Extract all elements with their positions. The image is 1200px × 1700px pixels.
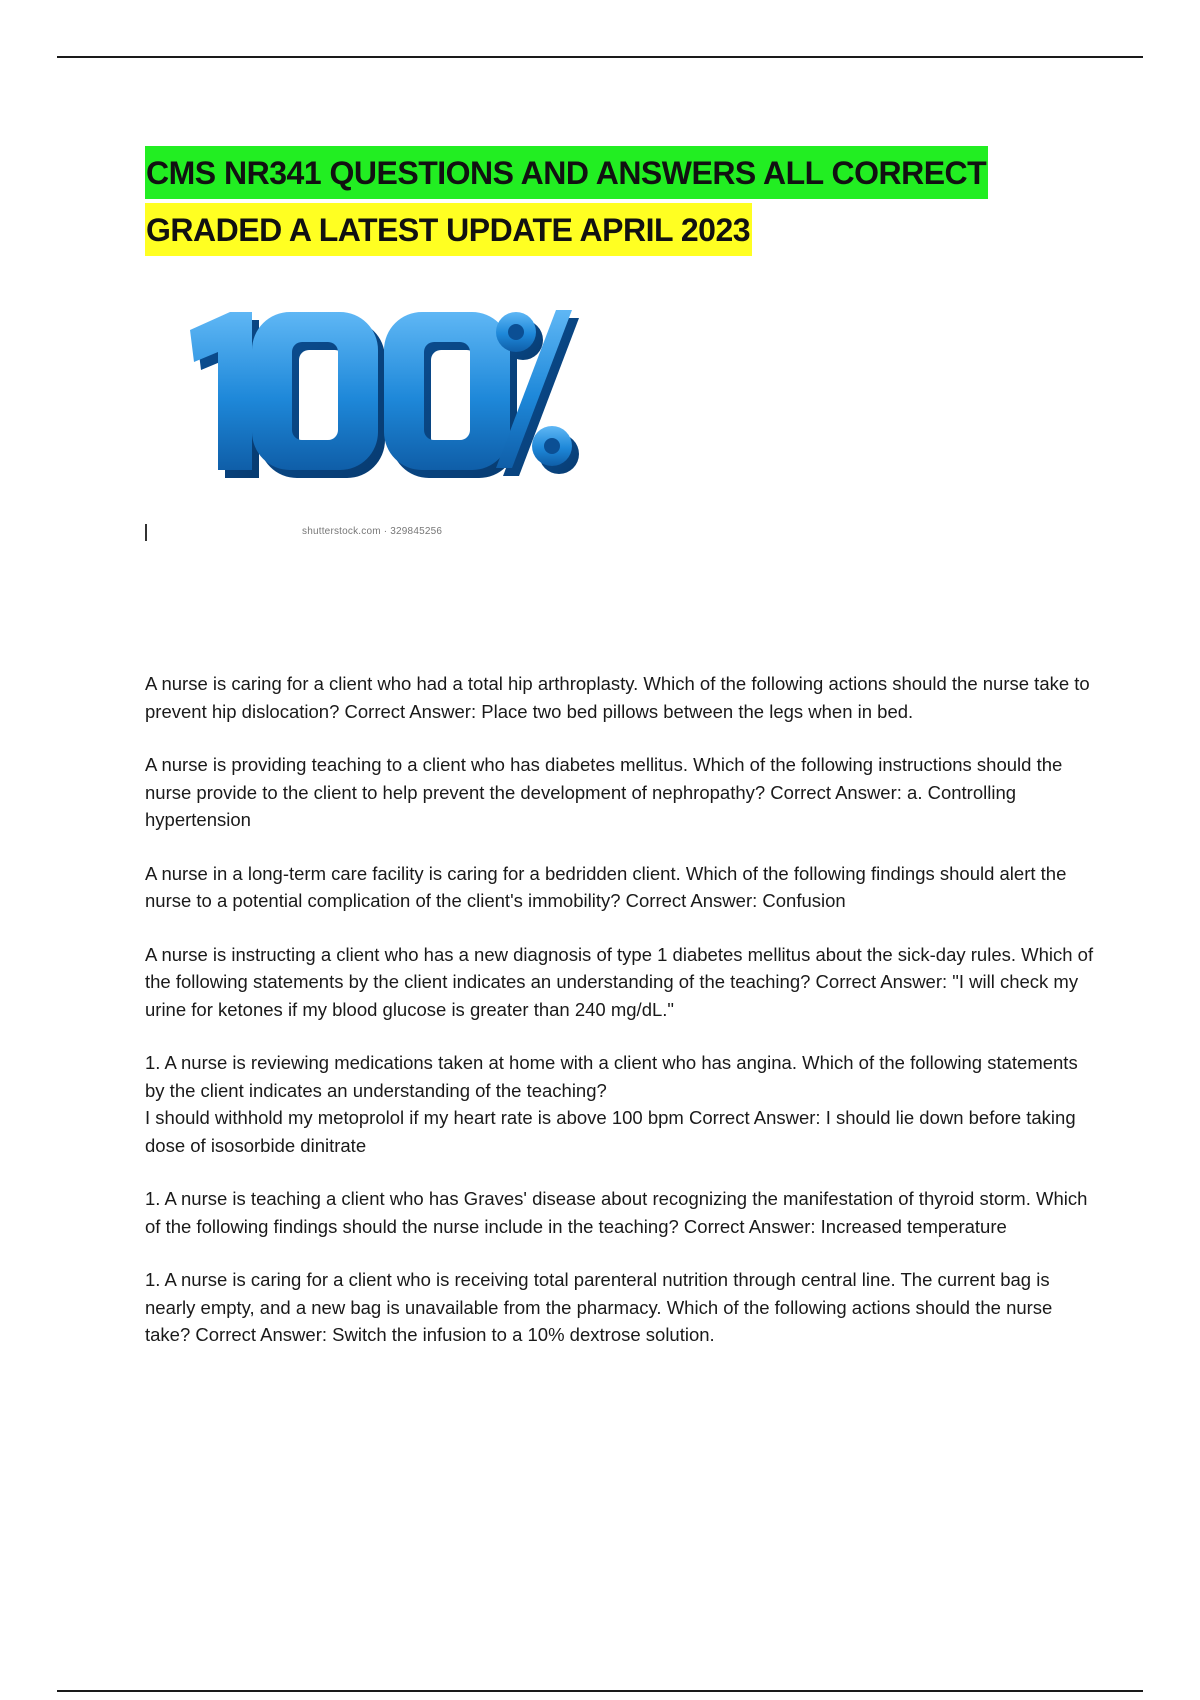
question-text: A nurse is caring for a client who had a total hip arthroplasty. Which of the following actions should the nurse take to prevent hip dislocation? Correct Answer: Place two bed pillows between the legs when in bed. — [145, 673, 1090, 722]
question-item — [145, 860, 1095, 915]
question-item — [145, 1266, 1095, 1349]
question-text: A nurse is providing teaching to a client who has diabetes mellitus. Which of the following instructions should the nurse provide to the client to help prevent the development of nephropathy? Correct Answer: a. Controlling hypertension — [145, 754, 1063, 830]
question-text: 1. A nurse is reviewing medications taken at home with a client who has angina. Which of the following statements by the client indicates an understanding of the teaching? — [145, 1052, 1078, 1101]
question-text: A nurse is instructing a client who has a new diagnosis of type 1 diabetes mellitus about the sick-day rules. Which of the following statements by the client indicates an understanding of the teaching? Correct Answer: "I will check my urine for ketones if my blood glucose is greater than 240 mg/dL." — [145, 943, 1094, 1020]
question-text: 1. A nurse is teaching a client who has Graves' disease about recognizing the manifestation of thyroid storm. Which of the following findings should the nurse include in the teaching? Correct Answer: Increased temperature — [145, 1188, 1088, 1237]
question-item — [145, 751, 1095, 834]
document-title — [145, 145, 1105, 259]
hundred-percent-image — [160, 300, 580, 500]
question-item — [145, 1049, 1095, 1159]
title-line-1: CMS NR341 QUESTIONS AND ANSWERS ALL CORRECT — [145, 146, 988, 199]
question-item — [145, 1185, 1095, 1240]
question-list — [145, 670, 1095, 1375]
text-cursor — [145, 524, 147, 541]
question-text-continued: I should withhold my metoprolol if my heart rate is above 100 bpm Correct Answer: I should lie down before taking dose of isosorbide dinitrate — [145, 1107, 1076, 1156]
top-rule — [57, 56, 1143, 58]
question-text: A nurse in a long-term care facility is caring for a bedridden client. Which of the following findings should alert the nurse to a potential complication of the client's immobility? Correct Answer: Confusion — [145, 862, 1067, 911]
image-credit: shutterstock.com · 329845256 — [302, 526, 443, 537]
question-text: 1. A nurse is caring for a client who is receiving total parenteral nutrition through central line. The current bag is nearly empty, and a new bag is unavailable from the pharmacy. Which of the following actions should the nurse take? Correct Answer: Switch the infusion to a 10% dextrose solution. — [145, 1269, 1053, 1345]
title-line-2: GRADED A LATEST UPDATE APRIL 2023 — [145, 203, 752, 256]
question-item — [145, 670, 1095, 725]
bottom-rule — [57, 1690, 1143, 1692]
question-item — [145, 941, 1095, 1024]
